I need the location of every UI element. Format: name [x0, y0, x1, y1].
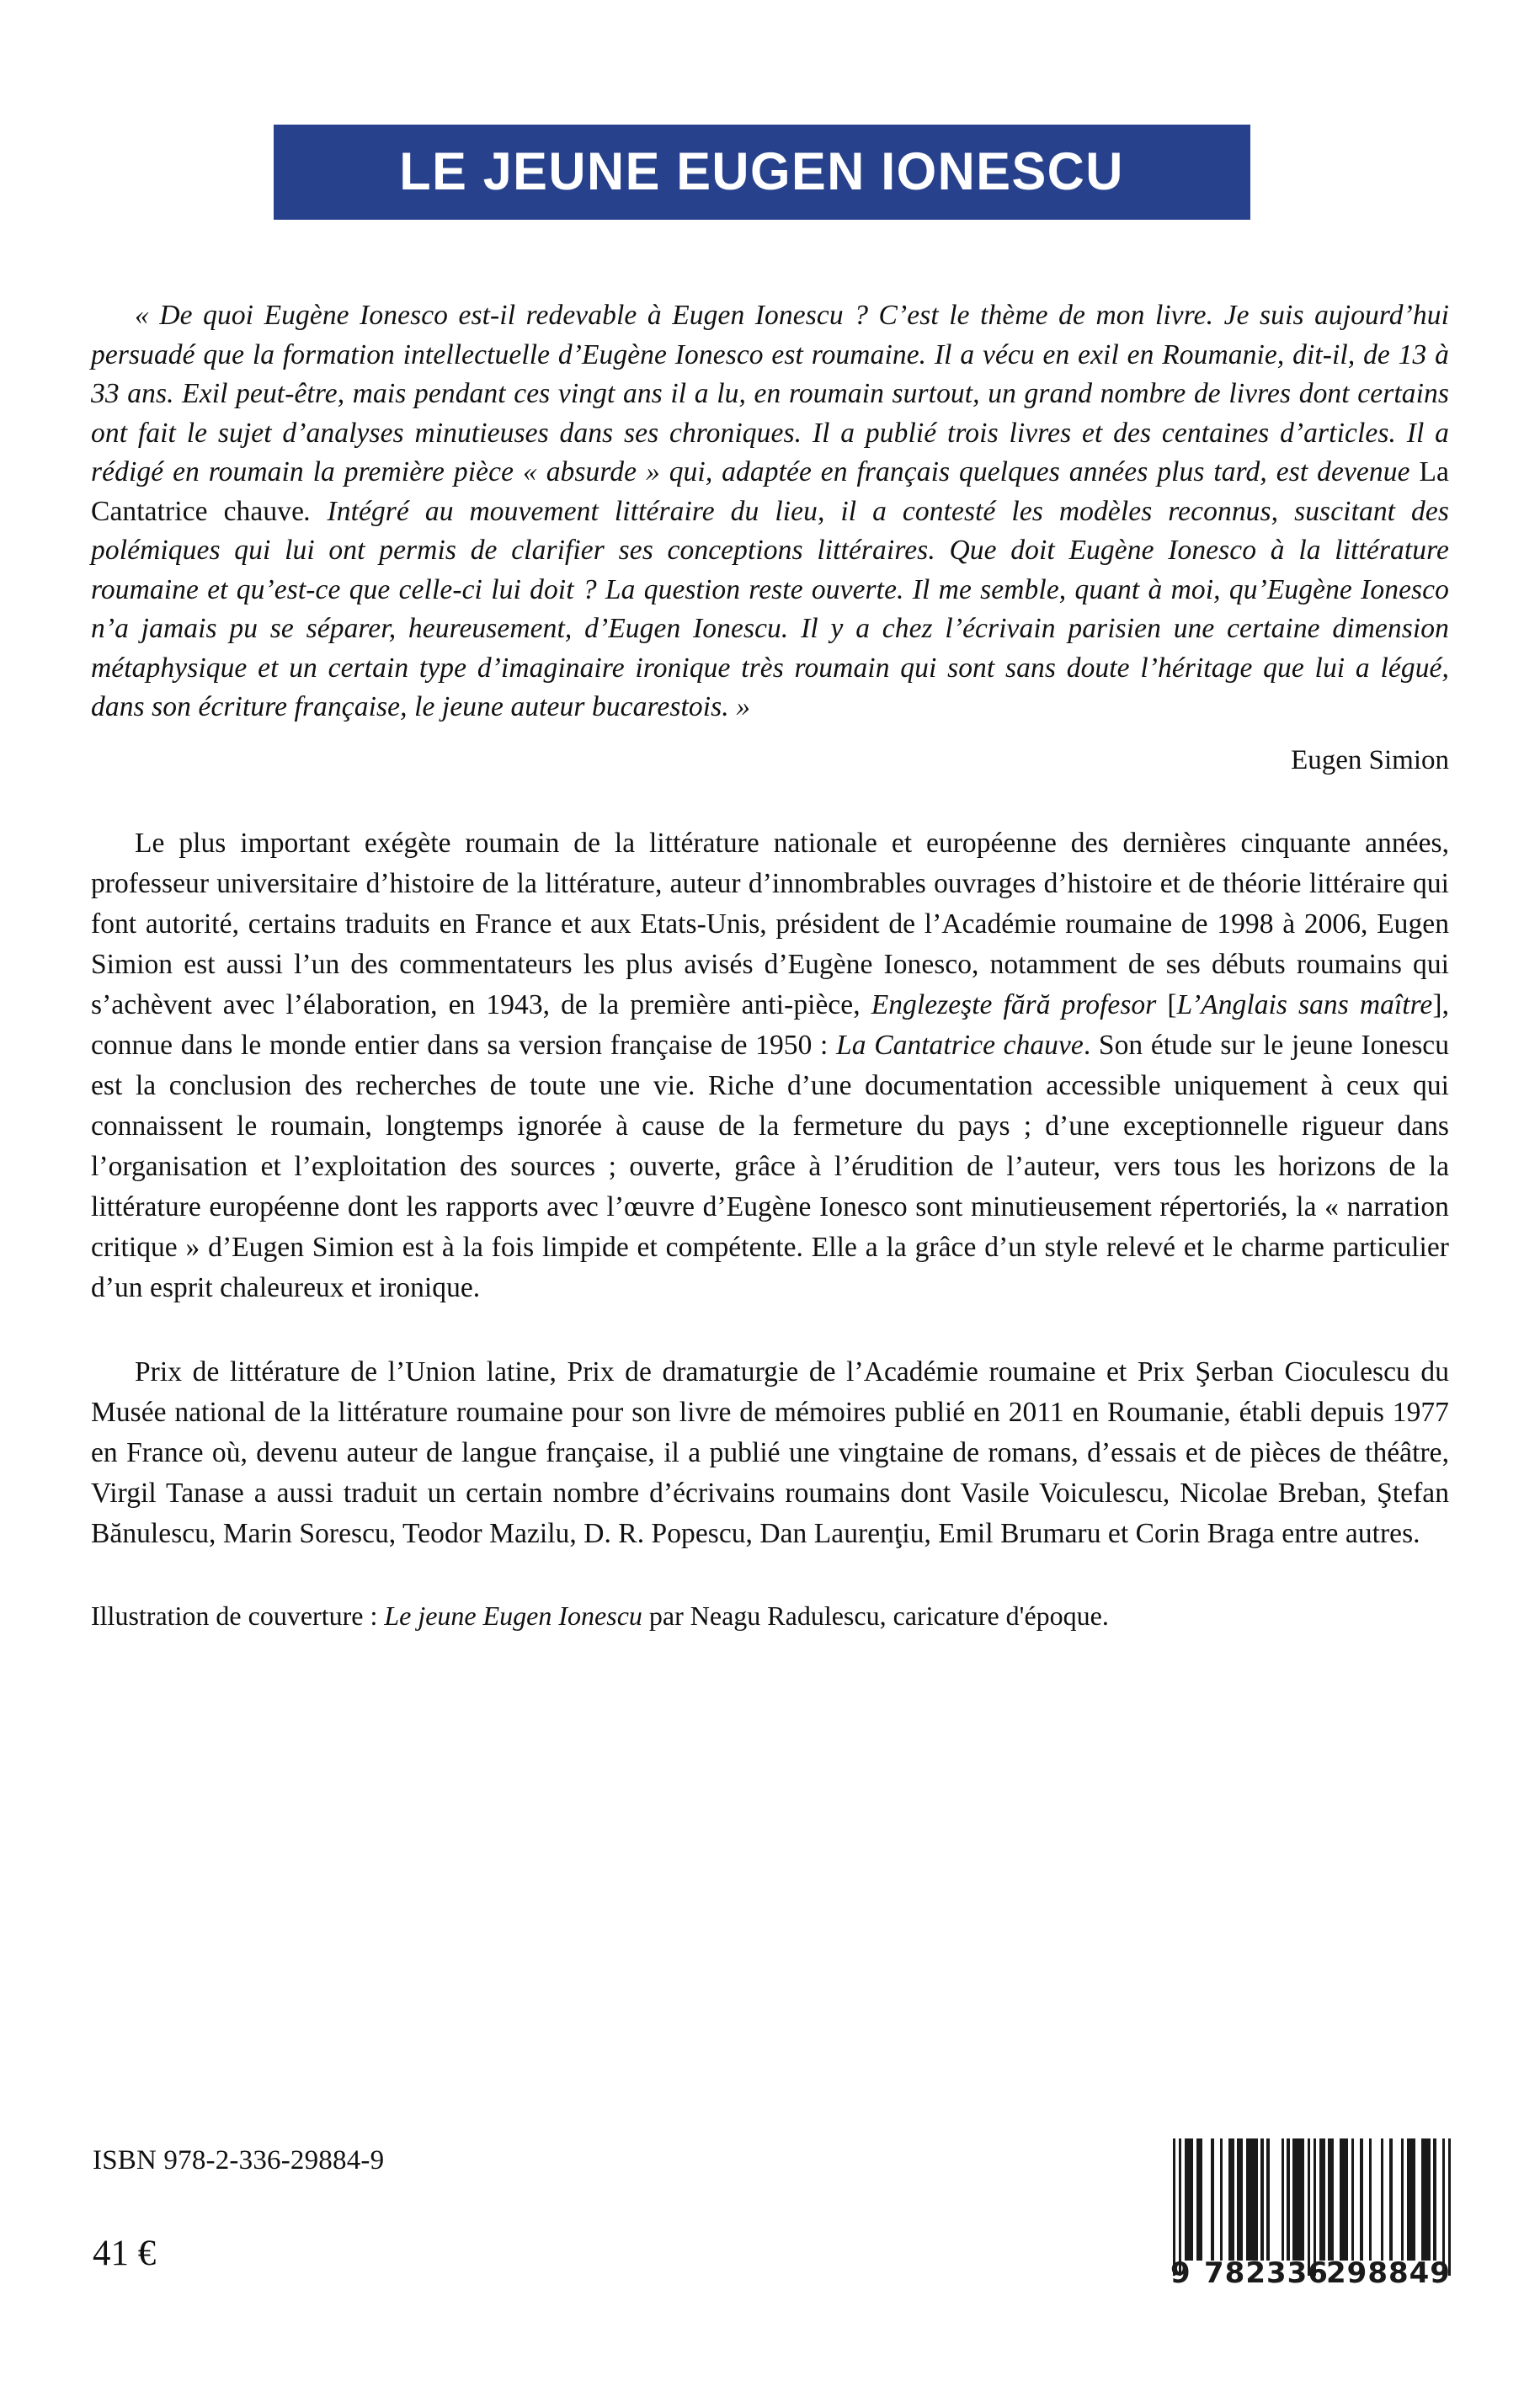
blurb-part1: Le plus important exégète roumain de la littérature nationale et européenne des dernières cinquante années, professeur universitaire d’histoire de la littérature, auteur d’innombrables ouvrages d’histoire et de théorie littéraire qui font autorité, certains traduits en France et aux Etats-Unis, président de l’Académie roumaine de 1998 à 2006, Eugen Simion est aussi l’un des commentateurs les plus avisés d’Eugène Ionesco, notamment de ses débuts roumains qui s’achèvent avec l’élaboration, en 1943, de la première anti-pièce, — [91, 827, 1449, 1020]
cover-illustration-credit — [91, 1596, 1449, 1635]
barcode-bar — [1220, 2138, 1223, 2261]
barcode-bar — [1401, 2138, 1404, 2261]
barcode-bar — [1314, 2138, 1316, 2276]
quote-text-part2: . Intégré au mouvement littéraire du lieu, il a contesté les modèles reconnus, suscitant des polémiques qui lui ont permis de clarifier ses conceptions littéraires. Que doit Eugène Ionesco à la littérature roumaine et qu’est-ce que celle-ci lui doit ? La question reste ouverte. Il me semble, quant à moi, qu’Eugène Ionesco n’a jamais pu se séparer, heureusement, d’Eugen Ionescu. Il y a chez l’écrivain parisien une certaine dimension métaphysique et un certain type d’imaginaire ironique très roumain qui sont sans doute l’héritage que lui a légué, dans son écriture française, le jeune auteur bucarestois. » — [91, 495, 1449, 722]
credit-title: Le jeune Eugen Ionescu — [384, 1600, 642, 1631]
barcode-bar — [1360, 2138, 1362, 2261]
barcode-bar — [1319, 2138, 1325, 2261]
barcode-bar — [1179, 2138, 1181, 2276]
barcode-bar — [1211, 2138, 1213, 2261]
barcode-bar — [1448, 2138, 1451, 2276]
quote-roman-title: La Cantatrice chauve — [91, 456, 1449, 527]
blurb-italic-cantatrice-title: La Cantatrice chauve — [836, 1029, 1084, 1061]
barcode-bar — [1308, 2138, 1310, 2276]
barcode-bar — [1237, 2138, 1243, 2261]
price-text: 41 € — [93, 2234, 157, 2273]
barcode-bar — [1442, 2138, 1445, 2276]
page-title: LE JEUNE EUGEN IONESCU — [399, 142, 1125, 201]
credit-prefix: Illustration de couverture : — [91, 1600, 385, 1631]
quote-paragraph — [91, 296, 1449, 727]
title-banner — [274, 125, 1250, 220]
barcode-bar — [1328, 2138, 1334, 2261]
barcode-bar — [1407, 2138, 1415, 2261]
barcode-bar — [1369, 2138, 1372, 2261]
quote-attribution: Eugen Simion — [1291, 744, 1449, 775]
blurb-part3: ], connue dans le monde entier dans sa version française de 1950 : — [91, 988, 1449, 1061]
barcode-bar — [1185, 2138, 1193, 2261]
barcode-bar — [1340, 2138, 1348, 2261]
barcode-digits-middle: 782336 — [1204, 2256, 1329, 2290]
blurb-part2: [ — [1156, 988, 1177, 1020]
barcode-bar — [1282, 2138, 1284, 2261]
blurb-part4: . Son étude sur le jeune Ionescu est la conclusion des recherches de toute une vie. Riche d’une documentation accessible uniquement à ceux qui connaissent le roumain, longtemps ignorée à cause de la fermeture du pays ; d’une exceptionnelle rigueur dans l’organisation et l’exploitation des sources ; ouverte, grâce à l’érudition de l’auteur, vers tous les horizons de la littérature européenne dont les rapports avec l’œuvre d’Eugène Ionesco sont minutieusement répertoriés, la « narration critique » d’Eugen Simion est à la fois limpide et compétente. Elle a la grâce d’un style relevé et le charme particulier d’un esprit chaleureux et ironique. — [91, 1029, 1450, 1303]
isbn-text: ISBN 978-2-336-29884-9 — [93, 2145, 385, 2176]
barcode-bar — [1421, 2138, 1430, 2261]
barcode-digits — [1170, 2256, 1451, 2295]
barcode-bar — [1266, 2138, 1269, 2261]
barcode-bar — [1228, 2138, 1234, 2261]
barcode-bar — [1433, 2138, 1436, 2261]
barcode-bar — [1389, 2138, 1392, 2261]
blurb-italic-french-title: L’Anglais sans maître — [1176, 988, 1433, 1020]
quote-text-part1: « De quoi Eugène Ionesco est-il redevable à Eugen Ionescu ? C’est le thème de mon livre. Je suis aujourd’hui persuadé que la formation intellectuelle d’Eugène Ionesco est roumaine. Il a vécu en exil en Roumanie, dit-il, de 13 à 33 ans. Exil peut-être, mais pendant ces vingt ans il a lu, en roumain surtout, un grand nombre de livres dont certains ont fait le sujet d’analyses minutieuses dans ses chroniques. Il a publié trois livres et des centaines d’articles. Il a rédigé en roumain la première pièce « absurde » qui, adaptée en français quelques années plus tard, est devenue — [91, 300, 1449, 487]
barcode-bar — [1287, 2138, 1289, 2261]
barcode-bar — [1173, 2138, 1175, 2276]
barcode-bar — [1196, 2138, 1202, 2261]
barcode-bar — [1260, 2138, 1263, 2261]
blurb-paragraph-translator: Prix de littérature de l’Union latine, Prix de dramaturgie de l’Académie roumaine et Prix Şerban Cioculescu du Musée national de la littérature roumaine pour son livre de mémoires publié en 2011 en Roumanie, établi depuis 1977 en France où, devenu auteur de langue française, il a publié une vingtaine de romans, d’essais et de pièces de théâtre, Virgil Tanase a aussi traduit un certain nombre d’écrivains roumains dont Vasile Voiculescu, Nicolae Breban, Ştefan Bănulescu, Marin Sorescu, Teodor Mazilu, D. R. Popescu, Dan Laurenţiu, Emil Brumaru et Corin Braga entre autres. — [91, 1355, 1449, 1549]
barcode-bar — [1381, 2138, 1383, 2261]
barcode-digit-left: 9 — [1170, 2256, 1191, 2290]
barcode-bar — [1292, 2138, 1304, 2261]
barcode-bar — [1246, 2138, 1258, 2261]
blurb-italic-romanian-title: Englezeşte fără profesor — [871, 988, 1157, 1020]
barcode-bar — [1351, 2138, 1354, 2261]
barcode-bars — [1173, 2138, 1451, 2261]
barcode-digits-right: 298849 — [1326, 2256, 1451, 2290]
barcode — [1170, 2138, 1451, 2307]
credit-suffix: par Neagu Radulescu, caricature d'époque. — [642, 1600, 1109, 1631]
blurb-paragraph-author — [91, 823, 1449, 1308]
content-column — [91, 296, 1449, 1635]
